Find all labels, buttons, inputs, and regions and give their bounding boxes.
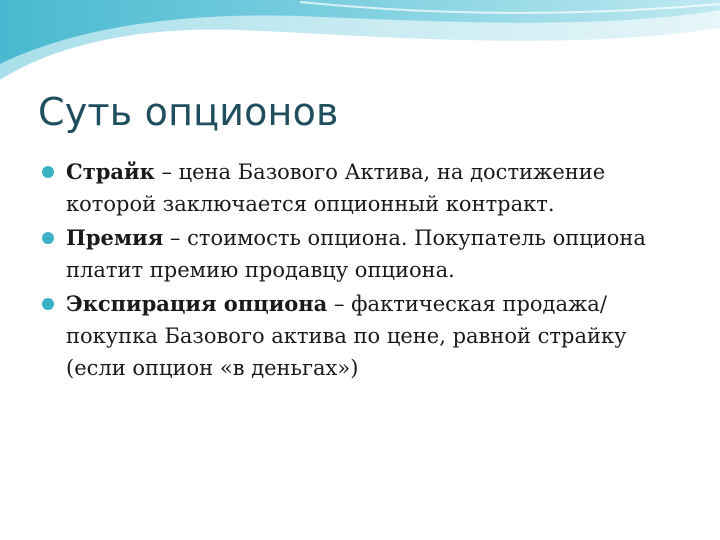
slide-title: Суть опционов <box>38 90 339 134</box>
term-label: Премия <box>66 225 164 250</box>
bullet-item-strike <box>42 156 682 220</box>
bullet-item-expiration <box>42 288 682 384</box>
bullet-item-premium <box>42 222 682 286</box>
bullet-dot-icon <box>42 166 54 178</box>
bullet-dot-icon <box>42 232 54 244</box>
bullet-list <box>42 156 682 386</box>
term-definition: – стоимость опциона. Покупатель опциона платит премию продавцу опциона. <box>66 226 646 282</box>
bullet-dot-icon <box>42 298 54 310</box>
term-definition: – фактическая продажа/покупка Базового актива по цене, равной страйку (если опцион «в деньгах») <box>66 292 627 380</box>
term-label: Экспирация опциона <box>66 291 328 316</box>
term-label: Страйк <box>66 159 155 184</box>
term-definition: – цена Базового Актива, на достижение которой заключается опционный контракт. <box>66 160 606 216</box>
